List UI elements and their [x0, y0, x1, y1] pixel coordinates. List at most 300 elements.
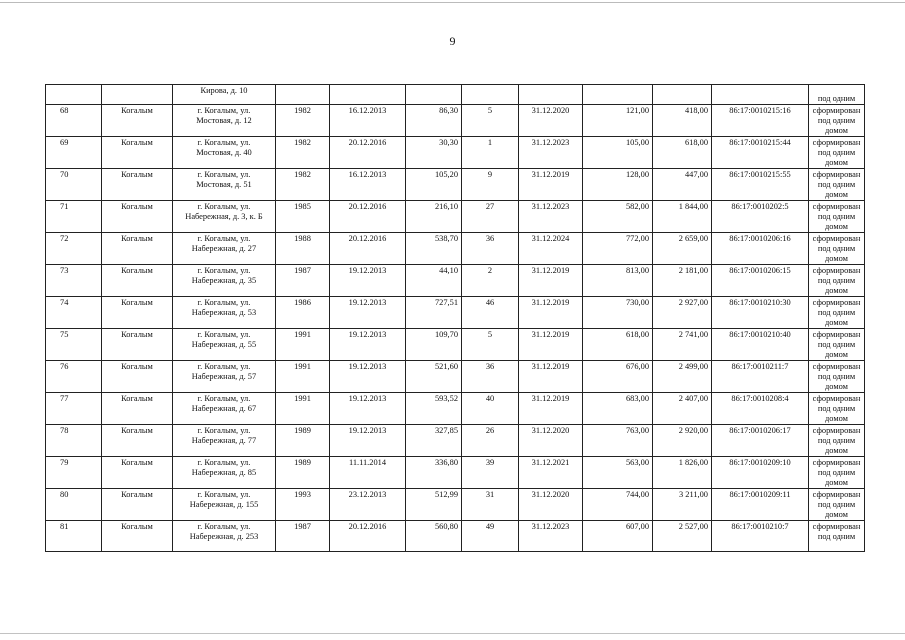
- cell-city-line: Когалым: [121, 170, 153, 179]
- cell-status-line: сформирован: [812, 234, 861, 243]
- cell-deadline-line: 31.12.2019: [531, 298, 570, 307]
- cell-status-line: под одним: [817, 436, 856, 445]
- cell-residents-line: 9: [487, 170, 493, 179]
- cell-total: [653, 105, 712, 137]
- cell-date: [330, 265, 406, 297]
- cell-area-line: 216,10: [434, 202, 458, 211]
- cell-year: [276, 105, 330, 137]
- cell-address: [173, 521, 276, 552]
- cell-address: [173, 393, 276, 425]
- cell-cadastral: [712, 329, 809, 361]
- cell-status-line: под одним: [817, 276, 856, 285]
- cell-cost-line: 128,00: [625, 170, 649, 179]
- cell-residents-line: 46: [485, 298, 495, 307]
- cell-date: [330, 329, 406, 361]
- cell-residents-line: 5: [487, 106, 493, 115]
- cell-date-line: 11.11.2014: [348, 458, 387, 467]
- cell-area-line: 86,30: [439, 106, 458, 115]
- cell-city-line: Когалым: [121, 330, 153, 339]
- cell-residents: [462, 393, 519, 425]
- cell-city: [102, 489, 173, 521]
- cell-year-line: 1988: [294, 234, 311, 243]
- cell-status: [809, 457, 865, 489]
- cell-city-line: Когалым: [121, 106, 153, 115]
- cell-address-line: г. Когалым, ул.: [197, 426, 251, 435]
- cell-status-line: сформирован: [812, 298, 861, 307]
- cell-year: [276, 521, 330, 552]
- cell-year-line: 1982: [294, 138, 311, 147]
- cell-cost-line: 744,00: [625, 490, 649, 499]
- table-row: [46, 329, 865, 361]
- cell-total: [653, 329, 712, 361]
- cell-num-line: 74: [60, 298, 69, 307]
- cell-date-line: 19.12.2013: [348, 298, 387, 307]
- cell-deadline-line: 31.12.2020: [531, 490, 570, 499]
- cell-cost-line: 730,00: [625, 298, 649, 307]
- table-row: [46, 105, 865, 137]
- cell-cadastral: [712, 425, 809, 457]
- cell-city: [102, 137, 173, 169]
- cell-num-line: 76: [60, 362, 69, 371]
- cell-cadastral-line: 86:17:0010210:40: [729, 330, 791, 339]
- cell-num: [46, 297, 102, 329]
- cell-city-line: Когалым: [121, 298, 153, 307]
- cell-date: [330, 393, 406, 425]
- cell-city: [102, 329, 173, 361]
- cell-status-line: сформирован: [812, 170, 861, 179]
- cell-status-line: сформирован: [812, 266, 861, 275]
- cell-year-line: 1987: [294, 266, 311, 275]
- cell-area-line: 560,80: [434, 522, 458, 531]
- cell-address: Кирова, д. 10: [173, 85, 276, 105]
- cell-deadline: [519, 85, 583, 105]
- table-row: [46, 137, 865, 169]
- cell-address-line: г. Когалым, ул.: [197, 106, 251, 115]
- cell-num-line: 80: [60, 490, 69, 499]
- cell-year: [276, 361, 330, 393]
- cell-city: [102, 297, 173, 329]
- cell-status-line: сформирован: [812, 138, 861, 147]
- cell-deadline: [519, 393, 583, 425]
- cell-residents: [462, 233, 519, 265]
- cell-area: [406, 489, 462, 521]
- cell-status-line: сформирован: [812, 426, 861, 435]
- cell-date-line: 20.12.2016: [348, 234, 387, 243]
- cell-deadline: [519, 201, 583, 233]
- cell-year: [276, 457, 330, 489]
- cell-status-line: под одним: [817, 372, 856, 381]
- cell-total-line: 2 920,00: [678, 426, 708, 435]
- cell-area: [406, 521, 462, 552]
- cell-cost: [583, 105, 653, 137]
- cell-total-line: 1 844,00: [678, 202, 708, 211]
- cell-cost: [583, 265, 653, 297]
- cell-num-line: 77: [60, 394, 69, 403]
- cell-num: [46, 489, 102, 521]
- cell-city: [102, 201, 173, 233]
- cell-total: [653, 393, 712, 425]
- scan-edge-bottom: [0, 633, 905, 634]
- cell-total: [653, 425, 712, 457]
- cell-address: [173, 265, 276, 297]
- cell-address-line: Набережная, д. 35: [191, 276, 257, 285]
- cell-address-line: Набережная, д. 55: [191, 340, 257, 349]
- cell-deadline-line: 31.12.2019: [531, 330, 570, 339]
- cell-num: [46, 457, 102, 489]
- cell-cost: [583, 137, 653, 169]
- cell-cost: [583, 201, 653, 233]
- cell-total: [653, 137, 712, 169]
- cell-residents-line: 5: [487, 330, 493, 339]
- cell-address: [173, 297, 276, 329]
- cell-num-line: 79: [60, 458, 69, 467]
- cell-deadline: [519, 329, 583, 361]
- cell-area: [406, 457, 462, 489]
- cell-num: [46, 329, 102, 361]
- cell-cadastral: [712, 457, 809, 489]
- cell-num: [46, 393, 102, 425]
- cell-cost-line: 582,00: [625, 202, 649, 211]
- cell-date-line: 16.12.2013: [348, 170, 387, 179]
- cell-status-line: домом: [825, 510, 848, 519]
- cell-year-line: 1991: [294, 330, 311, 339]
- cell-city-line: Когалым: [121, 202, 153, 211]
- cell-date: [330, 169, 406, 201]
- cell-address: [173, 169, 276, 201]
- cell-area: [406, 329, 462, 361]
- cell-area: [406, 105, 462, 137]
- cell-status-line: сформирован: [812, 202, 861, 211]
- cell-area-line: 512,99: [434, 490, 458, 499]
- cell-date: [330, 85, 406, 105]
- cell-num-line: 78: [60, 426, 69, 435]
- cell-year-line: 1991: [294, 394, 311, 403]
- cell-city-line: Когалым: [121, 266, 153, 275]
- cell-address: [173, 425, 276, 457]
- cell-cost: [583, 393, 653, 425]
- cell-cadastral: [712, 137, 809, 169]
- cell-area: [406, 265, 462, 297]
- cell-residents: [462, 137, 519, 169]
- cell-cadastral: [712, 521, 809, 552]
- cell-cost: [583, 85, 653, 105]
- cell-year: [276, 329, 330, 361]
- cell-year: [276, 425, 330, 457]
- cell-status: [809, 265, 865, 297]
- cell-cadastral: [712, 297, 809, 329]
- cell-cadastral: [712, 105, 809, 137]
- cell-address: [173, 361, 276, 393]
- cell-status-line: домом: [825, 350, 848, 359]
- cell-date: [330, 489, 406, 521]
- cell-status-line: под одним: [817, 180, 856, 189]
- cell-date: [330, 137, 406, 169]
- cell-year: [276, 233, 330, 265]
- cell-status: [809, 393, 865, 425]
- cell-area-line: 105,20: [434, 170, 458, 179]
- cell-total-line: 2 499,00: [678, 362, 708, 371]
- cell-cadastral: [712, 233, 809, 265]
- cell-address-line: г. Когалым, ул.: [197, 458, 251, 467]
- cell-area-line: 327,85: [434, 426, 458, 435]
- cell-city-line: Когалым: [121, 234, 153, 243]
- cell-cadastral-line: 86:17:0010210:30: [729, 298, 791, 307]
- cell-deadline-line: 31.12.2024: [531, 234, 570, 243]
- cell-cost: [583, 233, 653, 265]
- cell-total-line: 1 826,00: [678, 458, 708, 467]
- cell-address-line: Набережная, д. 77: [191, 436, 257, 445]
- cell-status-line: под одним: [817, 244, 856, 253]
- cell-num-line: 69: [60, 138, 69, 147]
- cell-cost-line: 618,00: [625, 330, 649, 339]
- cell-address: [173, 329, 276, 361]
- cell-cost-line: 563,00: [625, 458, 649, 467]
- scan-edge-top: [0, 2, 905, 3]
- cell-area-line: 593,52: [434, 394, 458, 403]
- cell-deadline: [519, 265, 583, 297]
- cell-address: [173, 137, 276, 169]
- cell-status: [809, 297, 865, 329]
- cell-residents-line: 36: [485, 362, 495, 371]
- table-row: [46, 169, 865, 201]
- cell-address-line: Набережная, д. 53: [191, 308, 257, 317]
- cell-address-line: г. Когалым, ул.: [197, 490, 251, 499]
- cell-residents-line: 2: [487, 266, 493, 275]
- cell-num-line: 72: [60, 234, 69, 243]
- cell-total-line: 2 181,00: [678, 266, 708, 275]
- cell-year-line: 1982: [294, 106, 311, 115]
- cell-address-line: г. Когалым, ул.: [197, 234, 251, 243]
- cell-cadastral: [712, 85, 809, 105]
- cell-address-line: Набережная, д. 253: [189, 532, 259, 541]
- cell-cost: [583, 457, 653, 489]
- cell-cost: [583, 297, 653, 329]
- cell-num-line: 73: [60, 266, 69, 275]
- cell-area: [406, 393, 462, 425]
- cell-deadline-line: 31.12.2023: [531, 202, 570, 211]
- cell-cadastral-line: 86:17:0010202:5: [731, 202, 789, 211]
- cell-status-line: домом: [825, 382, 848, 391]
- cell-date-line: 19.12.2013: [348, 426, 387, 435]
- cell-status-line: сформирован: [812, 458, 861, 467]
- cell-residents: [462, 105, 519, 137]
- cell-status-line: под одним: [817, 468, 856, 477]
- cell-year-line: 1991: [294, 362, 311, 371]
- cell-city-line: Когалым: [121, 138, 153, 147]
- cell-num: [46, 521, 102, 552]
- cell-status-line: под одним: [817, 340, 856, 349]
- cell-status-line: домом: [825, 254, 848, 263]
- table-row: [46, 425, 865, 457]
- cell-deadline: [519, 361, 583, 393]
- cell-deadline: [519, 169, 583, 201]
- cell-address-line: Набережная, д. 155: [189, 500, 259, 509]
- cell-total: [653, 297, 712, 329]
- cell-date: [330, 457, 406, 489]
- cell-date-line: 19.12.2013: [348, 362, 387, 371]
- cell-city: [102, 169, 173, 201]
- cell-address-line: г. Когалым, ул.: [197, 330, 251, 339]
- cell-num-line: 75: [60, 330, 69, 339]
- cell-status-line: домом: [825, 414, 848, 423]
- cell-total-line: 2 927,00: [678, 298, 708, 307]
- cell-cadastral-line: 86:17:0010206:15: [729, 266, 791, 275]
- cell-total: [653, 233, 712, 265]
- cell-address-line: Набережная, д. 27: [191, 244, 257, 253]
- cell-address: [173, 233, 276, 265]
- cell-residents-line: 26: [485, 426, 495, 435]
- cell-status: [809, 521, 865, 552]
- cell-status-line: домом: [825, 190, 848, 199]
- cell-address-line: г. Когалым, ул.: [197, 394, 251, 403]
- table-row: [46, 233, 865, 265]
- cell-status-line: домом: [825, 478, 848, 487]
- page-number: 9: [449, 34, 456, 48]
- cell-year: [276, 265, 330, 297]
- cell-deadline: [519, 137, 583, 169]
- cell-residents-line: 40: [485, 394, 495, 403]
- cell-address-line: г. Когалым, ул.: [197, 138, 251, 147]
- cell-area: [406, 361, 462, 393]
- cell-city: [102, 233, 173, 265]
- table-row: [46, 201, 865, 233]
- cell-cost-line: 763,00: [625, 426, 649, 435]
- cell-total-line: 618,00: [684, 138, 708, 147]
- cell-cost: [583, 489, 653, 521]
- cell-status-line: сформирован: [812, 522, 861, 531]
- cell-status-line: под одним: [817, 500, 856, 509]
- cell-city-line: Когалым: [121, 362, 153, 371]
- cell-status: [809, 425, 865, 457]
- cell-status-line: сформирован: [812, 106, 861, 115]
- cell-residents: [462, 201, 519, 233]
- cell-date-line: 19.12.2013: [348, 266, 387, 275]
- cell-deadline-line: 31.12.2021: [531, 458, 570, 467]
- cell-residents: [462, 521, 519, 552]
- cell-num: [46, 265, 102, 297]
- cell-date: [330, 201, 406, 233]
- cell-deadline: [519, 233, 583, 265]
- cell-area-line: 109,70: [434, 330, 458, 339]
- cell-num: [46, 233, 102, 265]
- cell-area-line: 521,60: [434, 362, 458, 371]
- cell-cadastral-line: 86:17:0010215:44: [729, 138, 791, 147]
- cell-residents: [462, 361, 519, 393]
- cell-year: [276, 297, 330, 329]
- cell-city-line: Когалым: [121, 426, 153, 435]
- cell-status: [809, 361, 865, 393]
- cell-year-line: 1987: [294, 522, 311, 531]
- cell-year: [276, 169, 330, 201]
- cell-total-line: 2 741,00: [678, 330, 708, 339]
- cell-cost: [583, 425, 653, 457]
- cell-area: [406, 137, 462, 169]
- cell-cadastral-line: 86:17:0010206:16: [729, 234, 791, 243]
- cell-date-line: 23.12.2013: [348, 490, 387, 499]
- cell-num: [46, 169, 102, 201]
- cell-year: [276, 393, 330, 425]
- cell-year-line: 1986: [294, 298, 311, 307]
- cell-num: [46, 105, 102, 137]
- cell-status: [809, 169, 865, 201]
- cell-date-line: 20.12.2016: [348, 202, 387, 211]
- cell-num-line: 71: [60, 202, 69, 211]
- cell-residents-line: 39: [485, 458, 495, 467]
- cell-total-line: 3 211,00: [678, 490, 708, 499]
- table-row: [46, 457, 865, 489]
- cell-residents-line: 49: [485, 522, 495, 531]
- cell-address-line: Набережная, д. 85: [191, 468, 257, 477]
- cell-area: [406, 297, 462, 329]
- cell-residents-line: 36: [485, 234, 495, 243]
- cell-address-line: г. Когалым, ул.: [197, 522, 251, 531]
- cell-residents-line: 27: [485, 202, 495, 211]
- cell-address: [173, 201, 276, 233]
- cell-deadline-line: 31.12.2023: [531, 138, 570, 147]
- cell-city-line: Когалым: [121, 394, 153, 403]
- cell-num: [46, 425, 102, 457]
- cell-cost-line: 676,00: [625, 362, 649, 371]
- cell-status-line: домом: [825, 126, 848, 135]
- cell-num: [46, 85, 102, 105]
- cell-status-line: под одним: [817, 404, 856, 413]
- cell-deadline-line: 31.12.2019: [531, 170, 570, 179]
- cell-area: [406, 85, 462, 105]
- cell-status-line: домом: [825, 158, 848, 167]
- cell-deadline: [519, 297, 583, 329]
- cell-cost-line: 813,00: [625, 266, 649, 275]
- cell-status: [809, 137, 865, 169]
- cell-total: [653, 521, 712, 552]
- cell-num-line: 68: [60, 106, 69, 115]
- cell-city: [102, 265, 173, 297]
- cell-year: [276, 489, 330, 521]
- cell-deadline: [519, 425, 583, 457]
- cell-city: [102, 521, 173, 552]
- cell-cadastral-line: 86:17:0010211:7: [731, 362, 789, 371]
- cell-area: [406, 425, 462, 457]
- cell-status-line: сформирован: [812, 394, 861, 403]
- cell-total-line: 2 659,00: [678, 234, 708, 243]
- cell-cadastral: [712, 201, 809, 233]
- cell-deadline: [519, 489, 583, 521]
- cell-date-line: 19.12.2013: [348, 330, 387, 339]
- cell-year-line: 1989: [294, 458, 311, 467]
- cell-city: [102, 393, 173, 425]
- cell-residents-line: 1: [487, 138, 493, 147]
- cell-cost-line: 105,00: [625, 138, 649, 147]
- cell-status-line: под одним: [817, 212, 856, 221]
- cell-status: [809, 233, 865, 265]
- cell-status-line: домом: [825, 446, 848, 455]
- cell-cadastral-line: 86:17:0010209:11: [729, 490, 791, 499]
- cell-deadline: [519, 105, 583, 137]
- table-row: [46, 521, 865, 552]
- cell-year-line: 1985: [294, 202, 311, 211]
- cell-cost: [583, 361, 653, 393]
- cell-cost-line: 607,00: [625, 522, 649, 531]
- table-row-continued: [46, 85, 865, 105]
- cell-city: [102, 457, 173, 489]
- cell-total: [653, 169, 712, 201]
- cell-total: [653, 85, 712, 105]
- cell-residents-line: 31: [485, 490, 495, 499]
- cell-date-line: 20.12.2016: [348, 522, 387, 531]
- cell-city: [102, 105, 173, 137]
- cell-cost: [583, 521, 653, 552]
- cell-total: [653, 201, 712, 233]
- cell-deadline-line: 31.12.2019: [531, 362, 570, 371]
